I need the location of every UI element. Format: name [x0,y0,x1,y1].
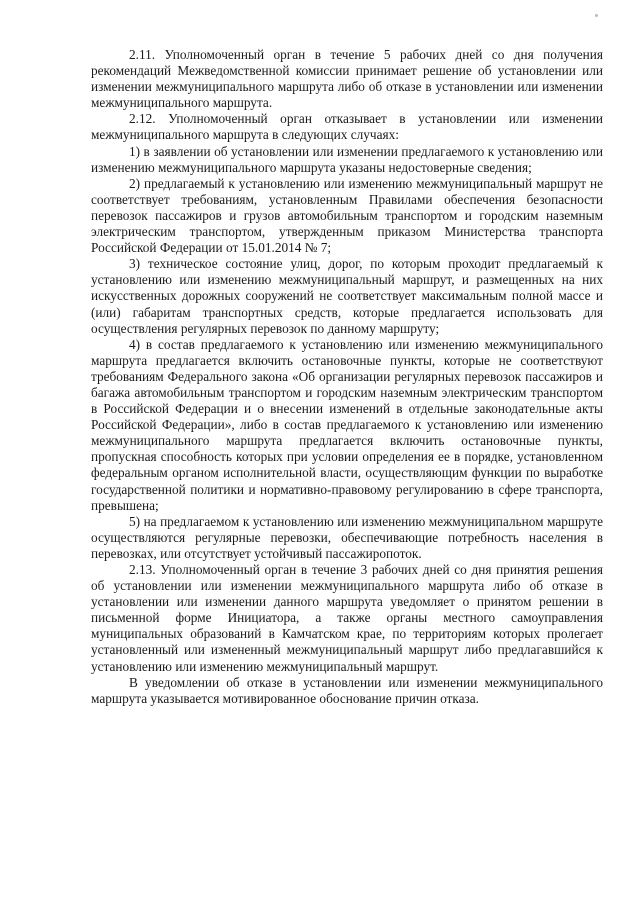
clause-2-12-item-3: 3) техническое состояние улиц, дорог, по которым проходит предлагаемый к установлению или изменению межмуниципальный маршрут, и размещенных на них искусственных дорожных сооружений не соответствует максимальным полной массе и (или) габаритам транспортных средств, которые предлагается использовать для осуществления регулярных перевозок по данному маршруту; [91,256,603,336]
clause-2-12-item-1: 1) в заявлении об установлении или изменении предлагаемого к установлению или изменению межмуниципального маршрута указаны недостоверные сведения; [91,143,603,175]
scan-speck [595,14,598,17]
clause-2-12-item-4: 4) в состав предлагаемого к установлению или изменению межмуниципального маршрута предлагается включить остановочные пункты, которые не соответствуют требованиям Федерального закона «Об организации регулярных перевозок пассажиров и багажа автомобильным транспортом и городским наземным электрическим транспортом в Российской Федерации и о внесении изменений в отдельные законодательные акты Российской Федерации», либо в состав предлагаемого к установлению или изменению межмуниципального маршрута предлагается включить остановочные пункты, пропускная способность которых при условии определения ее в порядке, установленном федеральным органом исполнительной власти, осуществляющим функции по выработке государственной политики и нормативно-правовому регулированию в сфере транспорта, превышена; [91,336,603,513]
clause-2-11: 2.11. Уполномоченный орган в течение 5 рабочих дней со дня получения рекомендаций Межведомственной комиссии принимает решение об установлении или изменении межмуниципального маршрута либо об отказе в установлении или изменении межмуниципального маршрута. [91,47,603,111]
document-body [91,47,603,707]
clause-2-12-item-2: 2) предлагаемый к установлению или изменению межмуниципальный маршрут не соответствует требованиям, установленным Правилами обеспечения безопасности перевозок пассажиров и грузов автомобильным транспортом и городским наземным электрическим транспортом, утвержденным приказом Министерства транспорта Российской Федерации от 15.01.2014 № 7; [91,175,603,256]
clause-2-13: 2.13. Уполномоченный орган в течение 3 рабочих дней со дня принятия решения об установлении или изменении межмуниципального маршрута либо об отказе в установлении или изменении данного маршрута уведомляет о принятом решении в письменной форме Инициатора, а также органы местного самоуправления муниципальных образований в Камчатском крае, по территориям которых пролегает установленный или измененный межмуниципальный маршрут либо предлагавшийся к установлению или изменению межмуниципальный маршрут. [91,562,603,674]
refusal-notice-paragraph: В уведомлении об отказе в установлении или изменении межмуниципального маршрута указывается мотивированное обоснование причин отказа. [91,674,603,706]
clause-2-12: 2.12. Уполномоченный орган отказывает в установлении или изменении межмуниципального маршрута в следующих случаях: [91,111,603,143]
clause-2-12-item-5: 5) на предлагаемом к установлению или изменению межмуниципальном маршруте осуществляются регулярные перевозки, обеспечивающие потребность населения в перевозках, или отсутствует устойчивый пассажиропоток. [91,513,603,561]
